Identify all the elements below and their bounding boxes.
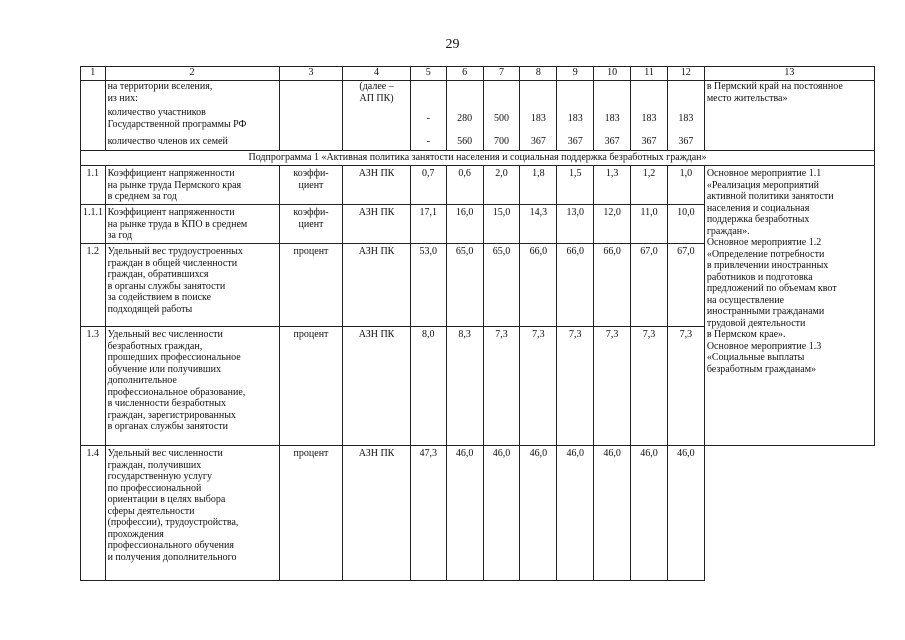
text-line: поддержка безработных — [706, 214, 810, 225]
value-cell: 183 — [631, 105, 668, 133]
text-line: граждан, обратившихся — [107, 269, 209, 280]
text-line: иностранными гражданами — [706, 306, 825, 317]
value-cell: 7,3 — [631, 327, 668, 446]
value-cell: 65,0 — [483, 244, 520, 327]
text-line: в Пермском крае». — [706, 329, 786, 340]
row-number: 1.3 — [81, 327, 106, 446]
text-line: подходящей работы — [107, 303, 193, 315]
value-cell: 280 — [446, 105, 483, 133]
value-cell: 367 — [520, 133, 557, 151]
value-cell: 500 — [483, 105, 520, 133]
value-cell: 183 — [667, 105, 704, 133]
text-line: в органах службы занятости — [107, 421, 228, 432]
value-cell: 46,0 — [667, 446, 704, 581]
text-line: населения и социальная — [706, 202, 810, 214]
header-cell: 13 — [704, 67, 874, 81]
text-line: «Определение потребности — [706, 248, 825, 260]
text-line: в привлечении иностранных — [706, 260, 829, 271]
text-line: профессиональное образование, — [107, 386, 246, 398]
text-line: предложений по объемам квот — [706, 283, 837, 294]
value-cell: 53,0 — [410, 244, 446, 327]
value-cell: 47,3 — [410, 446, 446, 581]
header-cell: 11 — [631, 67, 668, 81]
organization: АЗН ПК — [343, 327, 411, 446]
value-cell: 1,3 — [594, 166, 631, 205]
text-line: Коэффициент напряженности — [107, 168, 235, 179]
value-cell: 12,0 — [594, 205, 631, 244]
text-line: в численности безработных — [107, 398, 226, 409]
text-line: профессионального обучения — [107, 540, 234, 551]
row-number: 1.2 — [81, 244, 106, 327]
value-cell: 10,0 — [667, 205, 704, 244]
value-cell — [557, 81, 594, 106]
text-line: трудовой деятельности — [706, 317, 806, 329]
value-cell: 8,3 — [446, 327, 483, 446]
text-line: в органы службы занятости — [107, 280, 226, 292]
text-line: за содействием в поиске — [107, 292, 212, 303]
value-cell — [446, 81, 483, 106]
indicator-name — [105, 446, 279, 581]
text-line: дополнительное — [107, 375, 177, 386]
unit — [279, 81, 343, 151]
indicators-table — [80, 66, 875, 581]
text-line: место жительства» — [706, 92, 788, 104]
subprogram-row — [81, 151, 875, 166]
text-line: «Социальные выплаты — [706, 352, 805, 363]
value-cell: 1,5 — [557, 166, 594, 205]
text-line: коэффи- — [293, 168, 329, 179]
activities-empty — [704, 446, 874, 581]
value-cell: 66,0 — [520, 244, 557, 327]
text-line: на территории вселения, — [107, 81, 213, 92]
text-line: «Реализация мероприятий — [706, 179, 820, 191]
value-cell: 1,0 — [667, 166, 704, 205]
value-cell: 65,0 — [446, 244, 483, 327]
text-line: в Пермский край на постоянное — [706, 81, 843, 92]
value-cell: 7,3 — [594, 327, 631, 446]
text-line: Основное мероприятие 1.2 — [706, 237, 822, 248]
indicator-row — [81, 446, 875, 581]
row-number: 1.1 — [81, 166, 106, 205]
text-line: Основное мероприятие 1.1 — [706, 168, 822, 179]
row-number: 1.4 — [81, 446, 106, 581]
value-cell: 46,0 — [483, 446, 520, 581]
value-cell: 1,2 — [631, 166, 668, 205]
value-cell: - — [410, 105, 446, 133]
text-line: активной политики занятости — [706, 191, 834, 202]
value-cell: 11,0 — [631, 205, 668, 244]
unit — [279, 446, 343, 581]
value-cell: 700 — [483, 133, 520, 151]
text-line: Коэффициент напряженности — [107, 207, 235, 218]
activity-note — [704, 81, 874, 151]
header-cell: 6 — [446, 67, 483, 81]
indicator-name — [105, 205, 279, 244]
value-cell: 13,0 — [557, 205, 594, 244]
value-cell: 7,3 — [667, 327, 704, 446]
indicator-name — [105, 81, 279, 106]
text-line: государственную услугу — [107, 471, 212, 482]
header-cell: 4 — [343, 67, 411, 81]
subprogram-title: Подпрограмма 1 «Активная политика занятости населения и социальная поддержка безработных граждан» — [81, 151, 875, 166]
value-cell: 16,0 — [446, 205, 483, 244]
text-line: и получения дополнительного — [107, 551, 237, 563]
value-cell: 2,0 — [483, 166, 520, 205]
value-cell: 7,3 — [557, 327, 594, 446]
text-line: работников и подготовка — [706, 271, 813, 283]
header-row — [81, 67, 875, 81]
unit — [279, 205, 343, 244]
organization — [343, 81, 411, 151]
header-cell: 8 — [520, 67, 557, 81]
text-line: (профессии), трудоустройства, — [107, 517, 239, 528]
value-cell: 46,0 — [520, 446, 557, 581]
header-cell: 5 — [410, 67, 446, 81]
value-cell: 367 — [631, 133, 668, 151]
text-line: граждан». — [706, 225, 750, 237]
text-line: Удельный вес численности — [107, 448, 223, 459]
text-line: безработных граждан, — [107, 340, 203, 352]
value-cell: 183 — [557, 105, 594, 133]
indicator-row — [81, 166, 875, 205]
value-cell: 66,0 — [594, 244, 631, 327]
value-cell — [594, 81, 631, 106]
value-cell: 67,0 — [631, 244, 668, 327]
value-cell — [483, 81, 520, 106]
page-number: 29 — [445, 37, 460, 52]
continuation-row — [81, 81, 875, 106]
header-cell: 10 — [594, 67, 631, 81]
value-cell — [667, 81, 704, 106]
text-line: в среднем за год — [107, 191, 177, 202]
value-cell: 0,6 — [446, 166, 483, 205]
text-line: Основное мероприятие 1.3 — [706, 340, 822, 352]
indicator-name: количество членов их семей — [105, 133, 279, 151]
indicator-name — [105, 166, 279, 205]
organization: АЗН ПК — [343, 446, 411, 581]
text-line: прохождения — [107, 528, 164, 540]
header-cell: 7 — [483, 67, 520, 81]
text-line: коэффи- — [293, 207, 329, 218]
value-cell: 183 — [520, 105, 557, 133]
text-line: граждан, зарегистрированных — [107, 409, 236, 421]
text-line: на рынке труда в КПО в среднем — [107, 218, 248, 230]
value-cell: 367 — [667, 133, 704, 151]
text-line: на рынке труда Пермского края — [107, 179, 242, 191]
text-line: количество участников — [107, 107, 206, 118]
text-line: Государственной программы РФ — [107, 118, 247, 130]
indicator-name — [105, 244, 279, 327]
unit — [279, 244, 343, 327]
value-cell: 46,0 — [557, 446, 594, 581]
text-line: сферы деятельности — [107, 505, 195, 517]
text-line: процент — [293, 329, 329, 340]
value-cell: 17,1 — [410, 205, 446, 244]
value-cell: 1,8 — [520, 166, 557, 205]
value-cell: 0,7 — [410, 166, 446, 205]
value-cell: 46,0 — [631, 446, 668, 581]
text-line: процент — [293, 448, 329, 459]
text-line: граждан, получивших — [107, 459, 202, 471]
text-line: на осуществление — [706, 294, 785, 306]
value-cell: 7,3 — [520, 327, 557, 446]
value-cell: 8,0 — [410, 327, 446, 446]
text-line: безработным гражданам» — [706, 363, 817, 375]
text-line: из них: — [107, 92, 138, 104]
activities-description — [704, 166, 874, 446]
value-cell: 14,3 — [520, 205, 557, 244]
value-cell: 183 — [594, 105, 631, 133]
text-line: Удельный вес трудоустроенных — [107, 246, 243, 257]
text-line: обучение или получивших — [107, 363, 221, 375]
organization: АЗН ПК — [343, 205, 411, 244]
header-cell: 2 — [105, 67, 279, 81]
value-cell: 46,0 — [446, 446, 483, 581]
unit — [279, 327, 343, 446]
organization: АЗН ПК — [343, 244, 411, 327]
value-cell: - — [410, 133, 446, 151]
value-cell — [520, 81, 557, 106]
value-cell: 15,0 — [483, 205, 520, 244]
text-line: ориентации в целях выбора — [107, 494, 226, 505]
text-line: Удельный вес численности — [107, 329, 223, 340]
value-cell: 367 — [594, 133, 631, 151]
header-cell: 12 — [667, 67, 704, 81]
header-cell: 1 — [81, 67, 106, 81]
text-line: АП ПК) — [359, 92, 394, 104]
text-line: по профессиональной — [107, 482, 202, 494]
text-line: процент — [293, 246, 329, 257]
value-cell: 367 — [557, 133, 594, 151]
value-cell: 66,0 — [557, 244, 594, 327]
text-line: циент — [298, 179, 324, 191]
value-cell: 560 — [446, 133, 483, 151]
value-cell: 7,3 — [483, 327, 520, 446]
value-cell: 67,0 — [667, 244, 704, 327]
unit — [279, 166, 343, 205]
text-line: циент — [298, 218, 324, 230]
indicator-name — [105, 327, 279, 446]
indicator-name — [105, 105, 279, 133]
header-cell: 9 — [557, 67, 594, 81]
text-line: граждан в общей численности — [107, 257, 238, 269]
value-cell — [410, 81, 446, 106]
value-cell — [631, 81, 668, 106]
header-cell: 3 — [279, 67, 343, 81]
row-number — [81, 81, 106, 151]
value-cell: 46,0 — [594, 446, 631, 581]
organization: АЗН ПК — [343, 166, 411, 205]
text-line: (далее – — [359, 81, 394, 92]
row-number: 1.1.1 — [81, 205, 106, 244]
text-line: прошедших профессиональное — [107, 352, 241, 363]
text-line: за год — [107, 230, 133, 241]
